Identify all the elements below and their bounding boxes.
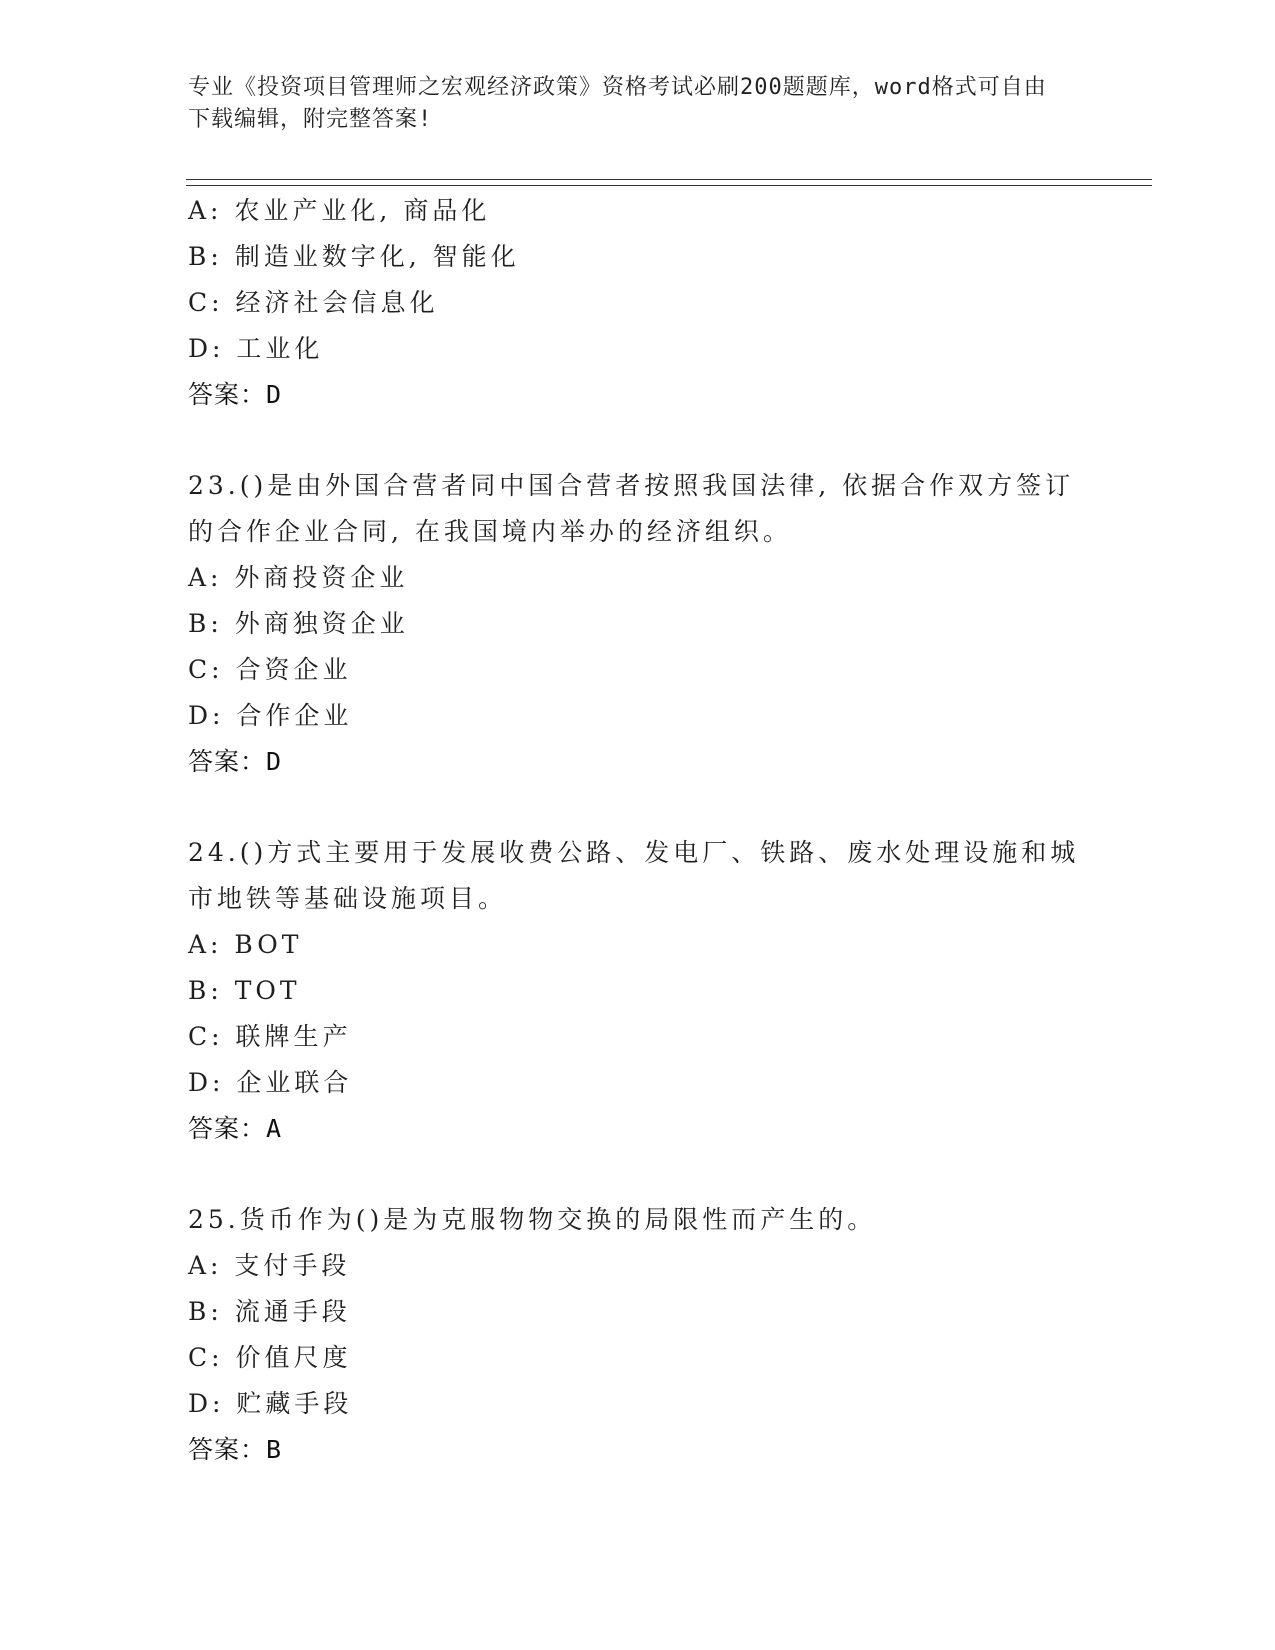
spacer [188,785,1088,830]
question-block [188,1197,1088,1473]
option-c: C: 经济社会信息化 [188,288,439,317]
option-a: A: 支付手段 [188,1251,351,1280]
option-b: B: 制造业数字化, 智能化 [188,242,520,271]
option-c: C: 联牌生产 [188,1022,352,1051]
header-divider-bottom [186,185,1152,186]
answer-text: 答案：A [188,1114,283,1143]
answer-text: 答案：B [188,1435,283,1464]
spacer [188,1152,1088,1197]
header-divider-top [186,179,1152,180]
question-block [188,830,1088,1152]
option-a: A: 农业产业化, 商品化 [188,196,491,225]
question-stem: 23.()是由外国合营者同中国合营者按照我国法律, 依据合作双方签订的合作企业合同, 在我国境内举办的经济组织。 [188,471,1075,546]
option-c: C: 合资企业 [188,655,352,684]
question-block [188,463,1088,785]
spacer [188,418,1088,463]
question-list [188,188,1088,1473]
option-b: B: 流通手段 [188,1297,351,1326]
question-stem: 24.()方式主要用于发展收费公路、发电厂、铁路、废水处理设施和城市地铁等基础设施项目。 [188,838,1080,913]
option-b: B: 外商独资企业 [188,609,409,638]
option-d: D: 企业联合 [188,1068,353,1097]
answer-text: 答案：D [188,380,283,409]
option-d: D: 合作企业 [188,701,353,730]
option-b: B: TOT [188,976,301,1005]
document-header: 专业《投资项目管理师之宏观经济政策》资格考试必刷200题题库，word格式可自由下载编辑，附完整答案! [188,75,1047,132]
option-a: A: 外商投资企业 [188,563,409,592]
question-block [188,188,1088,418]
option-d: D: 工业化 [188,334,324,363]
answer-text: 答案：D [188,747,283,776]
question-stem: 25.货币作为()是为克服物物交换的局限性而产生的。 [188,1205,877,1234]
option-d: D: 贮藏手段 [188,1389,353,1418]
option-a: A: BOT [188,930,303,959]
option-c: C: 价值尺度 [188,1343,352,1372]
